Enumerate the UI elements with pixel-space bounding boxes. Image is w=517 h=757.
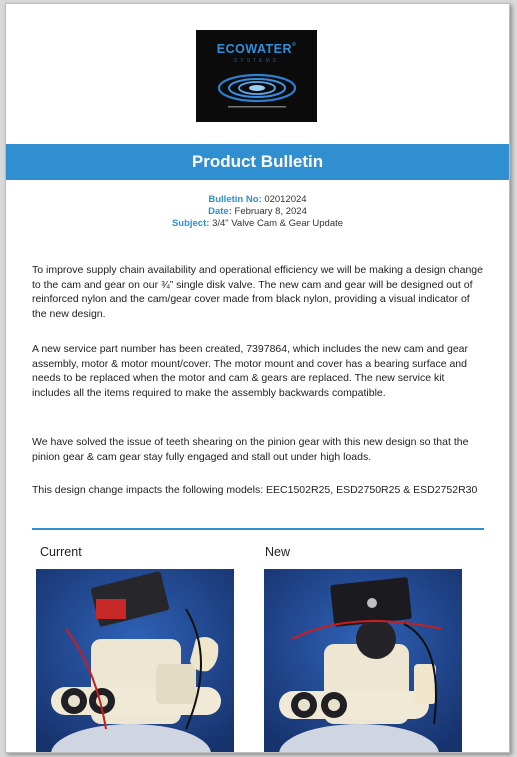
bulletin-number-line: Bulletin No: 02012024 xyxy=(208,194,307,205)
new-caption: New xyxy=(265,545,291,559)
paragraph-1: To improve supply chain availability and operational efficiency we will be making a design change to the cam and gear on our ¾” single disk valve. The new cam and gear will be designed out of reinforced nylon and the cam/gear cover made from black nylon, providing a visual indicator of the new design. xyxy=(32,264,483,320)
paragraph-4: This design change impacts the following models: EEC1502R25, ESD2750R25 & ESD2752R30 xyxy=(32,484,478,496)
date-line: Date: February 8, 2024 xyxy=(208,206,307,217)
logo-tagline: SYSTEMS xyxy=(234,58,279,64)
new-valve-photo xyxy=(264,569,462,752)
water-ripple-icon xyxy=(214,62,300,118)
ecowater-logo xyxy=(196,30,317,122)
current-valve-photo xyxy=(36,569,234,752)
bulletin-meta xyxy=(6,194,509,230)
bulletin-page xyxy=(5,3,510,753)
paragraph-2: A new service part number has been created, 7397864, which includes the new cam and gear assembly, motor & motor mount/cover. The motor mount and cover has a bearing surface and needs to be replaced when the motor and cam & gears are replaced. The new service kit includes all the items required to make the assembly backwards compatible. xyxy=(32,343,469,399)
paragraph-3: We have solved the issue of teeth shearing on the pinion gear with this new design so that the pinion gear & cam gear stay fully engaged and stall out under high loads. xyxy=(32,436,469,463)
current-caption: Current xyxy=(40,545,82,559)
section-divider xyxy=(32,528,484,530)
product-bulletin-banner: Product Bulletin xyxy=(6,144,509,180)
subject-line: Subject: 3/4" Valve Cam & Gear Update xyxy=(171,218,344,229)
logo-brand: ECOWATER® xyxy=(216,42,297,56)
